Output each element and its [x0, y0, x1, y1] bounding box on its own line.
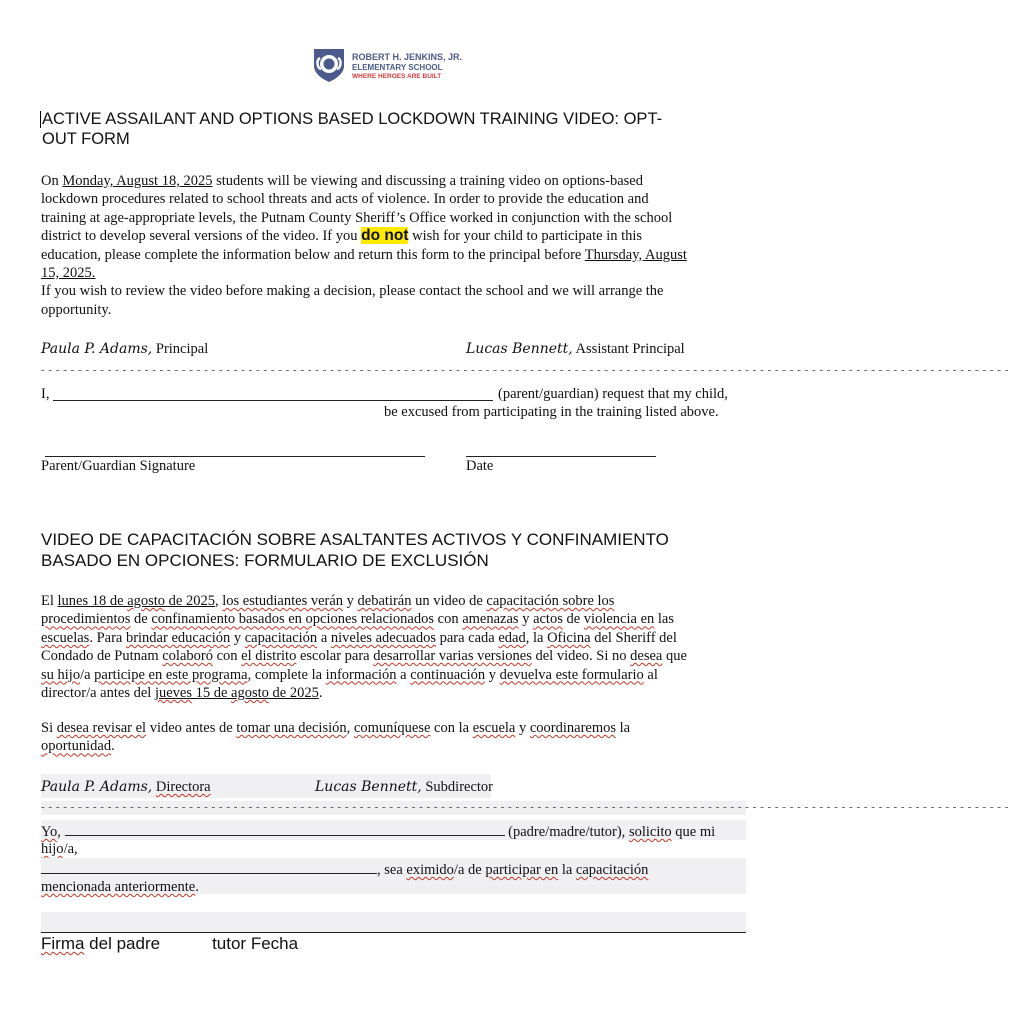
text-cursor [40, 111, 41, 128]
principal-title: Principal [152, 341, 209, 357]
subdirector-name: Lucas Bennett, [315, 779, 422, 795]
do-not-highlight: do not [361, 227, 409, 245]
spanish-paragraph-2: Si desea revisar el video antes de tomar una decisión, comuníquese con la escuela y coordinaremos la oportunidad. [41, 720, 631, 755]
spanish-form-line-2: hijo/a, [41, 841, 78, 857]
form-excused-text: be excused from participating in the training listed above. [384, 404, 719, 420]
form-parent-text: (parent/guardian) request that my child, [498, 386, 728, 402]
parent-signature-field[interactable] [45, 440, 425, 457]
spanish-title-line2: BASADO EN OPCIONES: FORMULARIO DE EXCLUSIÓN [41, 551, 489, 570]
assistant-principal-title: Assistant Principal [572, 341, 685, 357]
spanish-form-line-4: mencionada anteriormente. [41, 879, 199, 895]
spanish-child-name-field[interactable] [41, 860, 377, 874]
english-title-line2: OUT FORM [42, 130, 130, 148]
spanish-cut-line-divider: - - - - - - - - - - - - - - - - - - - - - - - - - - - - - - - - - - - - - - - - - - - - - - - - - - - - - - - - - - - - - - - - - - - - - - - - - - - - - - - - - - - - - - - - - - - - - - - - - - - - - - - - - - - - - - - - - - - - - - - - - - - - - - - - - - - [41, 801, 1009, 813]
directora-name: Paula P. Adams, [41, 779, 153, 795]
date-label: Date [466, 458, 494, 474]
date-field[interactable] [466, 440, 656, 457]
assistant-principal-signature [466, 340, 685, 358]
cut-line-divider: - - - - - - - - - - - - - - - - - - - - - - - - - - - - - - - - - - - - - - - - - - - - - - - - - - - - - - - - - - - - - - - - - - - - - - - - - - - - - - - - - - - - - - - - - - - - - - - - - - - - - - - - - - - - - - - - - - - - - - - - - - - - - - - - - - - [41, 364, 1009, 376]
spanish-signature-label: Firma del padre tutor Fecha [41, 934, 299, 953]
logo-school-type: ELEMENTARY SCHOOL [352, 63, 443, 72]
assistant-principal-name: Lucas Bennett, [466, 341, 573, 357]
spanish-title [41, 529, 669, 571]
english-paragraph-1: On Monday, August 18, 2025 students will be viewing and discussing a training video on options-based lockdown procedures related to school threats and acts of violence. In order to provide the education and training at age-appropriate levels, the Putnam County Sheriff’s Office worked in conjunction with the school district to develop several versions of the video. If you do not wish for your child to participate in this education, please complete the information below and return this form to the principal before Thursday, August 15, 2025. If you wish to review the video before making a decision, please contact the school and we will arrange the opportunity. [41, 173, 687, 318]
principal-name: Paula P. Adams, [41, 341, 153, 357]
spanish-title-line1: VIDEO DE CAPACITACIÓN SOBRE ASALTANTES ACTIVOS Y CONFINAMIENTO [41, 530, 669, 549]
deadline-date: Thursday, August [584, 246, 687, 263]
spanish-parent-name-field[interactable] [65, 822, 505, 836]
subdirector-title: Subdirector [421, 779, 494, 795]
event-date: Monday, August 18, 2025 [62, 173, 213, 189]
parent-signature-label: Parent/Guardian Signature [41, 458, 196, 474]
english-title-line1: ACTIVE ASSAILANT AND OPTIONS BASED LOCKDOWN TRAINING VIDEO: OPT- [42, 110, 663, 128]
english-title [42, 109, 662, 149]
english-paragraph-2-line2: opportunity. [41, 301, 112, 318]
form-i-label: I, [41, 386, 50, 402]
logo-school-name: ROBERT H. JENKINS, JR. [352, 52, 463, 62]
subdirector-signature [315, 778, 493, 796]
spanish-paragraph-1: El lunes 18 de agosto de 2025, los estudiantes verán y debatirán un video de capacitación sobre los procedimientos de confinamiento basados en opciones relacionados con amenazas y actos de violencia en las escuelas. Para brindar educación y capacitación a niveles adecuados para cada edad, la Oficina del Sheriff del Condado de Putnam colaboró con el distrito escolar para desarrollar varias versiones del video. Si no desea que su hijo/a participe en este programa, complete la información a continuación y devuelva este formulario al director/a antes del jueves 15 de agosto de 2025. [41, 593, 687, 702]
school-logo [312, 46, 492, 84]
ram-shield-icon [312, 46, 346, 84]
principal-signature [41, 340, 208, 358]
directora-signature [41, 778, 211, 796]
spanish-form-line-1: Yo, (padre/madre/tutor), solicito que mi [41, 824, 716, 840]
directora-title: Directora [155, 779, 211, 795]
child-name-field[interactable] [53, 385, 493, 401]
spanish-form-line-3: , sea eximido/a de participar en la capacitación [41, 860, 648, 879]
english-paragraph-2-line1: If you wish to review the video before making a decision, please contact the school and we will arrange the [41, 283, 664, 300]
spanish-signature-field[interactable] [41, 912, 746, 933]
logo-motto: WHERE HEROES ARE BUILT [352, 73, 442, 80]
